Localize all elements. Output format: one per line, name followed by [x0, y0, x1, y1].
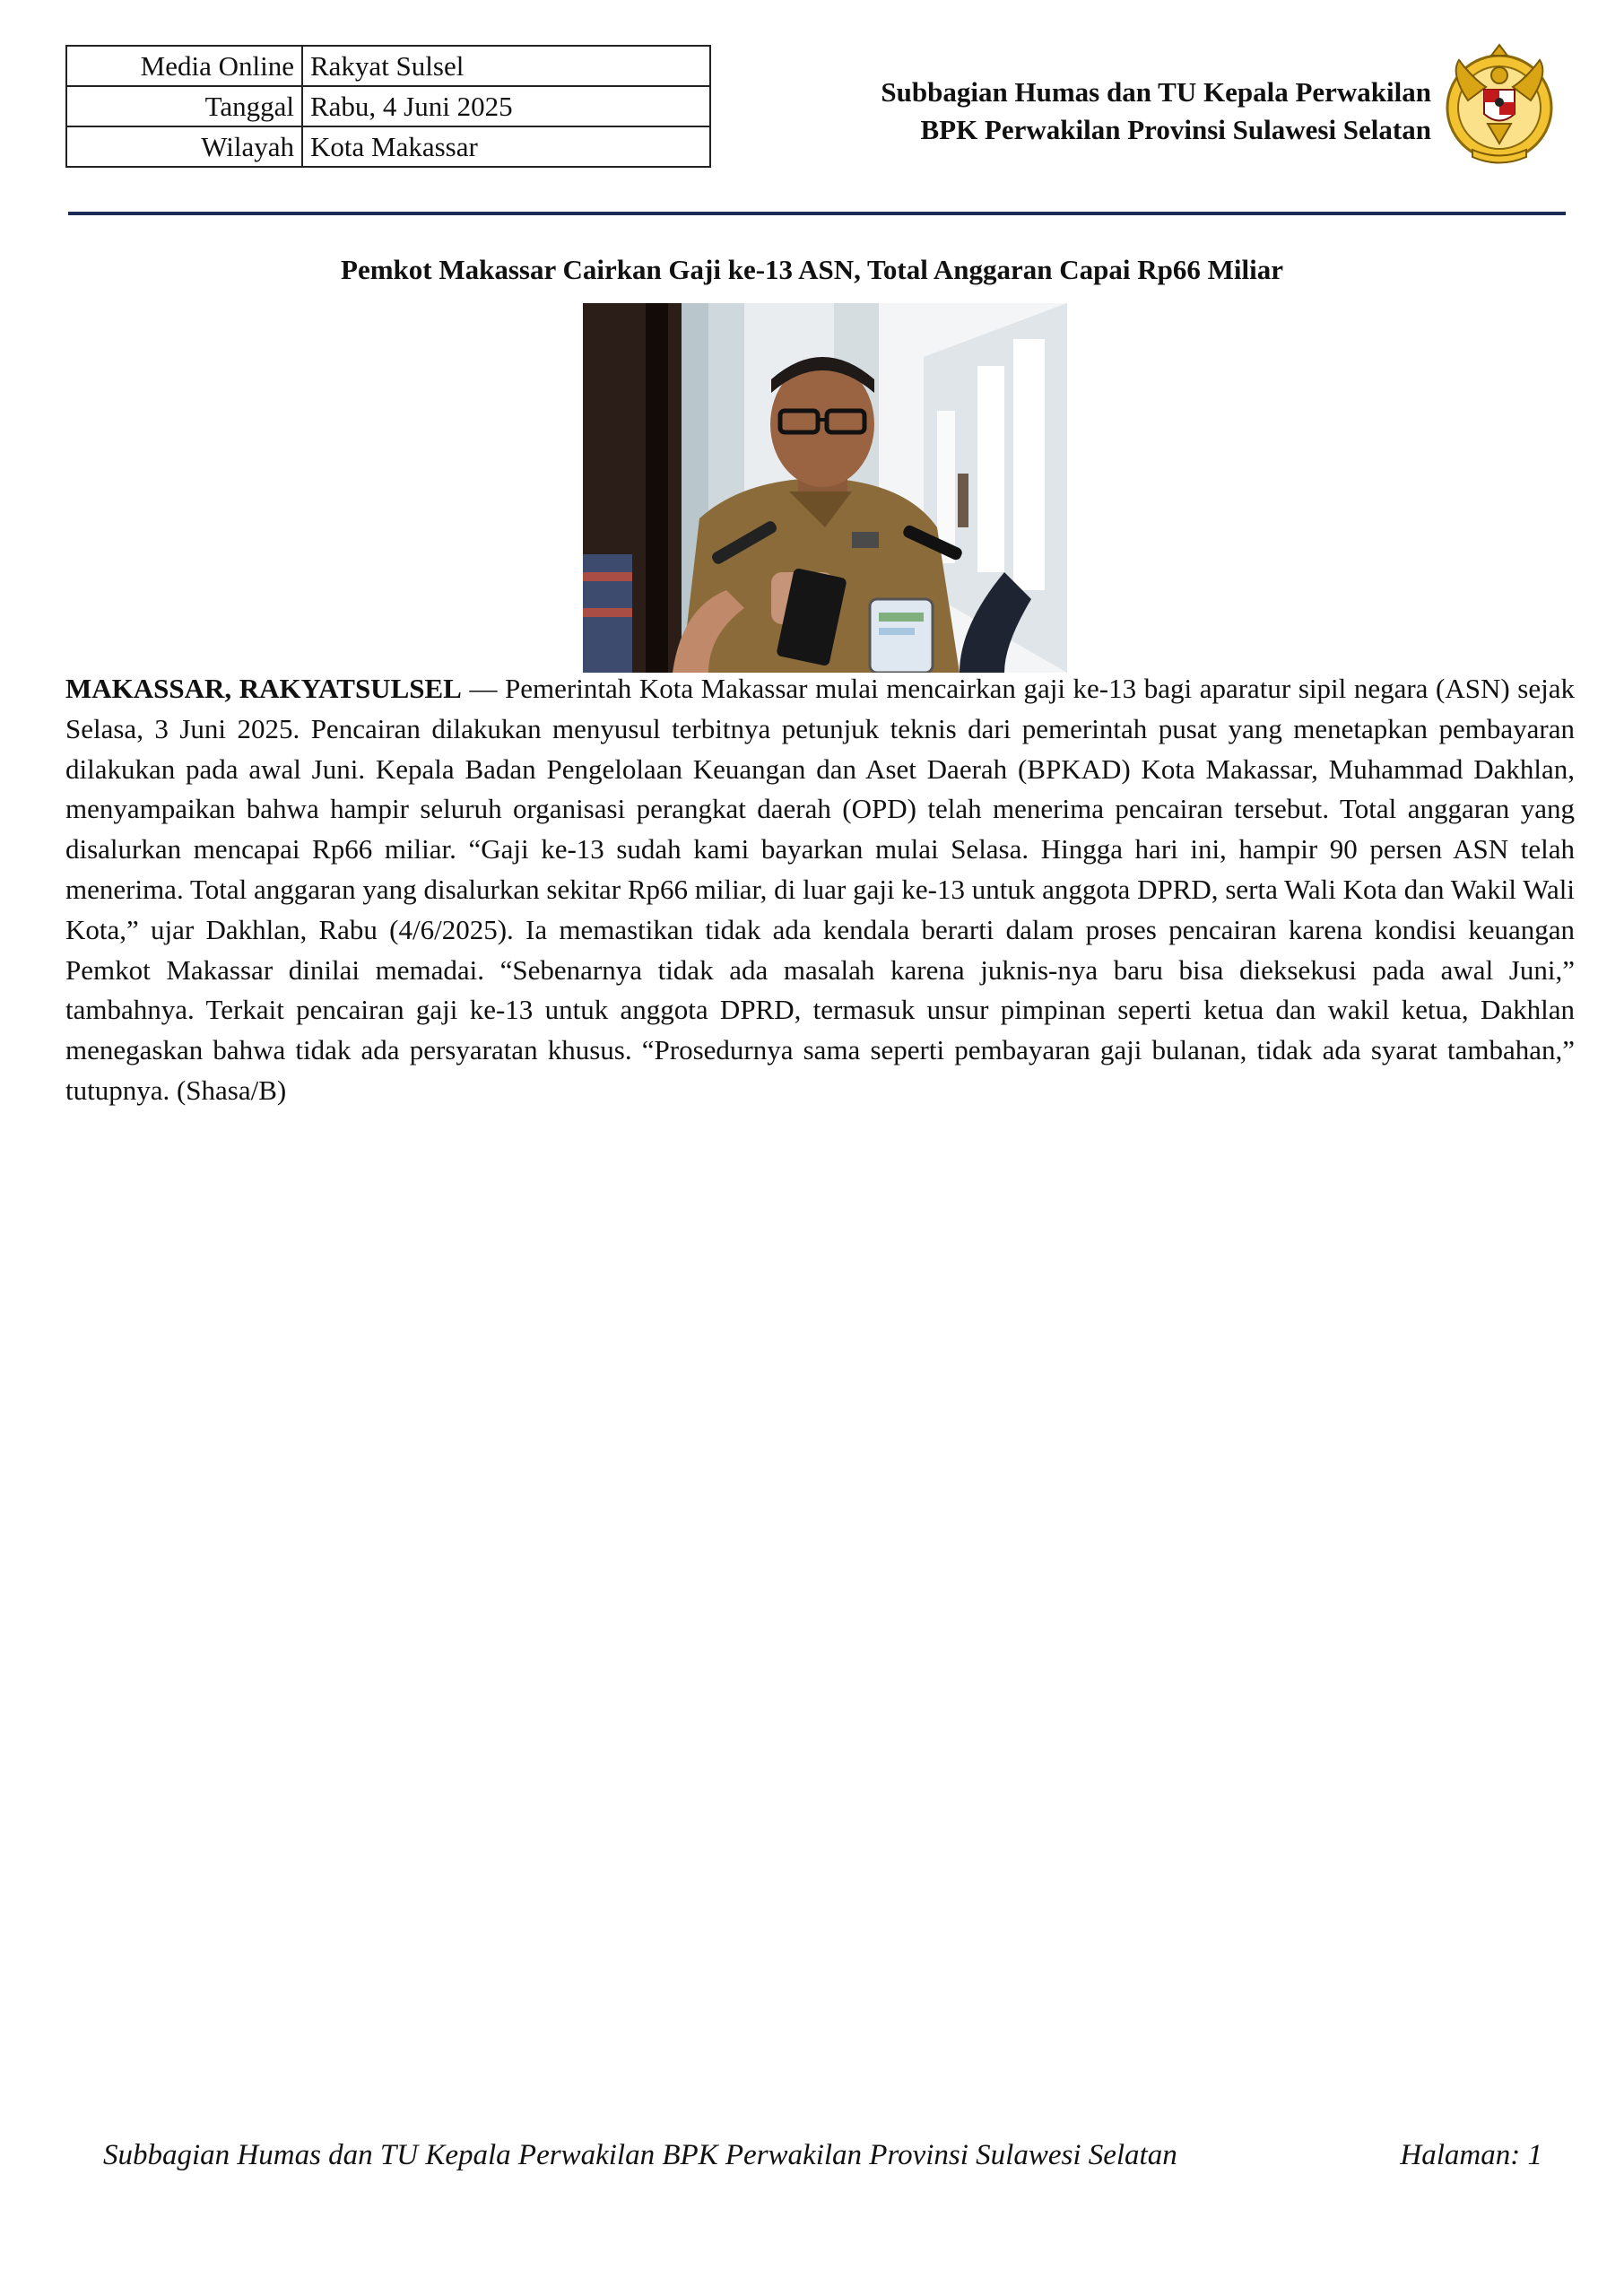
page-number: Halaman: 1 — [1400, 2139, 1542, 2171]
organization-line-2: BPK Perwakilan Provinsi Sulawesi Selatan — [920, 114, 1431, 145]
article-body-text: — Pemerintah Kota Makassar mulai mencairkan gaji ke-13 bagi aparatur sipil negara (ASN) sejak Selasa, 3 Juni 2025. Pencairan dilakukan menyusul terbitnya petunjuk teknis dari pemerintah pusat yang menetapkan pembayaran dilakukan pada awal Juni. Kepala Badan Pengelolaan Keuangan dan Aset Daerah (BPKAD) Kota Makassar, Muhammad Dakhlan, menyampaikan bahwa hampir seluruh organisasi perangkat daerah (OPD) telah menerima pencairan tersebut. Total anggaran yang disalurkan mencapai Rp66 miliar. “Gaji ke-13 sudah kami bayarkan mulai Selasa. Hingga hari ini, hampir 90 persen ASN telah menerima. Total anggaran yang disalurkan sekitar Rp66 miliar, di luar gaji ke-13 untuk anggota DPRD, serta Wali Kota dan Wakil Wali Kota,” ujar Dakhlan, Rabu (4/6/2025). Ia memastikan tidak ada kendala berarti dalam proses pencairan karena kondisi keuangan Pemkot Makassar dinilai memadai. “Sebenarnya tidak ada masalah karena juknis-nya baru bisa dieksekusi pada awal Juni,” tambahnya. Terkait pencairan gaji ke-13 untuk anggota DPRD, termasuk unsur pimpinan seperti ketua dan wakil ketua, Dakhlan menegaskan bahwa tidak ada persyaratan khusus. “Prosedurnya sama seperti pembayaran gaji bulanan, tidak ada syarat tambahan,” tutupnya. (Shasa/B) — [65, 673, 1575, 1106]
region-info-row — [66, 126, 710, 167]
organization-line-1: Subbagian Humas dan TU Kepala Perwakilan — [881, 76, 1431, 108]
organization-name — [881, 74, 1431, 149]
header-divider — [68, 212, 1566, 215]
media-info-row — [66, 46, 710, 86]
region-label: Wilayah — [66, 126, 302, 167]
region-value: Kota Makassar — [302, 126, 710, 167]
news-photo-image — [583, 303, 1067, 673]
media-info-table — [65, 45, 711, 168]
footer-org-text: Subbagian Humas dan TU Kepala Perwakilan BPK Perwakilan Provinsi Sulawesi Selatan — [103, 2139, 1177, 2171]
date-info-row — [66, 86, 710, 126]
article-headline: Pemkot Makassar Cairkan Gaji ke-13 ASN, Total Anggaran Capai Rp66 Miliar — [341, 254, 1283, 285]
date-label: Tanggal — [66, 86, 302, 126]
bpk-emblem-icon — [1432, 38, 1567, 172]
article-dateline: MAKASSAR, RAKYATSULSEL — [65, 673, 462, 704]
date-value: Rabu, 4 Juni 2025 — [302, 86, 710, 126]
media-value: Rakyat Sulsel — [302, 46, 710, 86]
article-body — [65, 669, 1575, 1111]
media-label: Media Online — [66, 46, 302, 86]
